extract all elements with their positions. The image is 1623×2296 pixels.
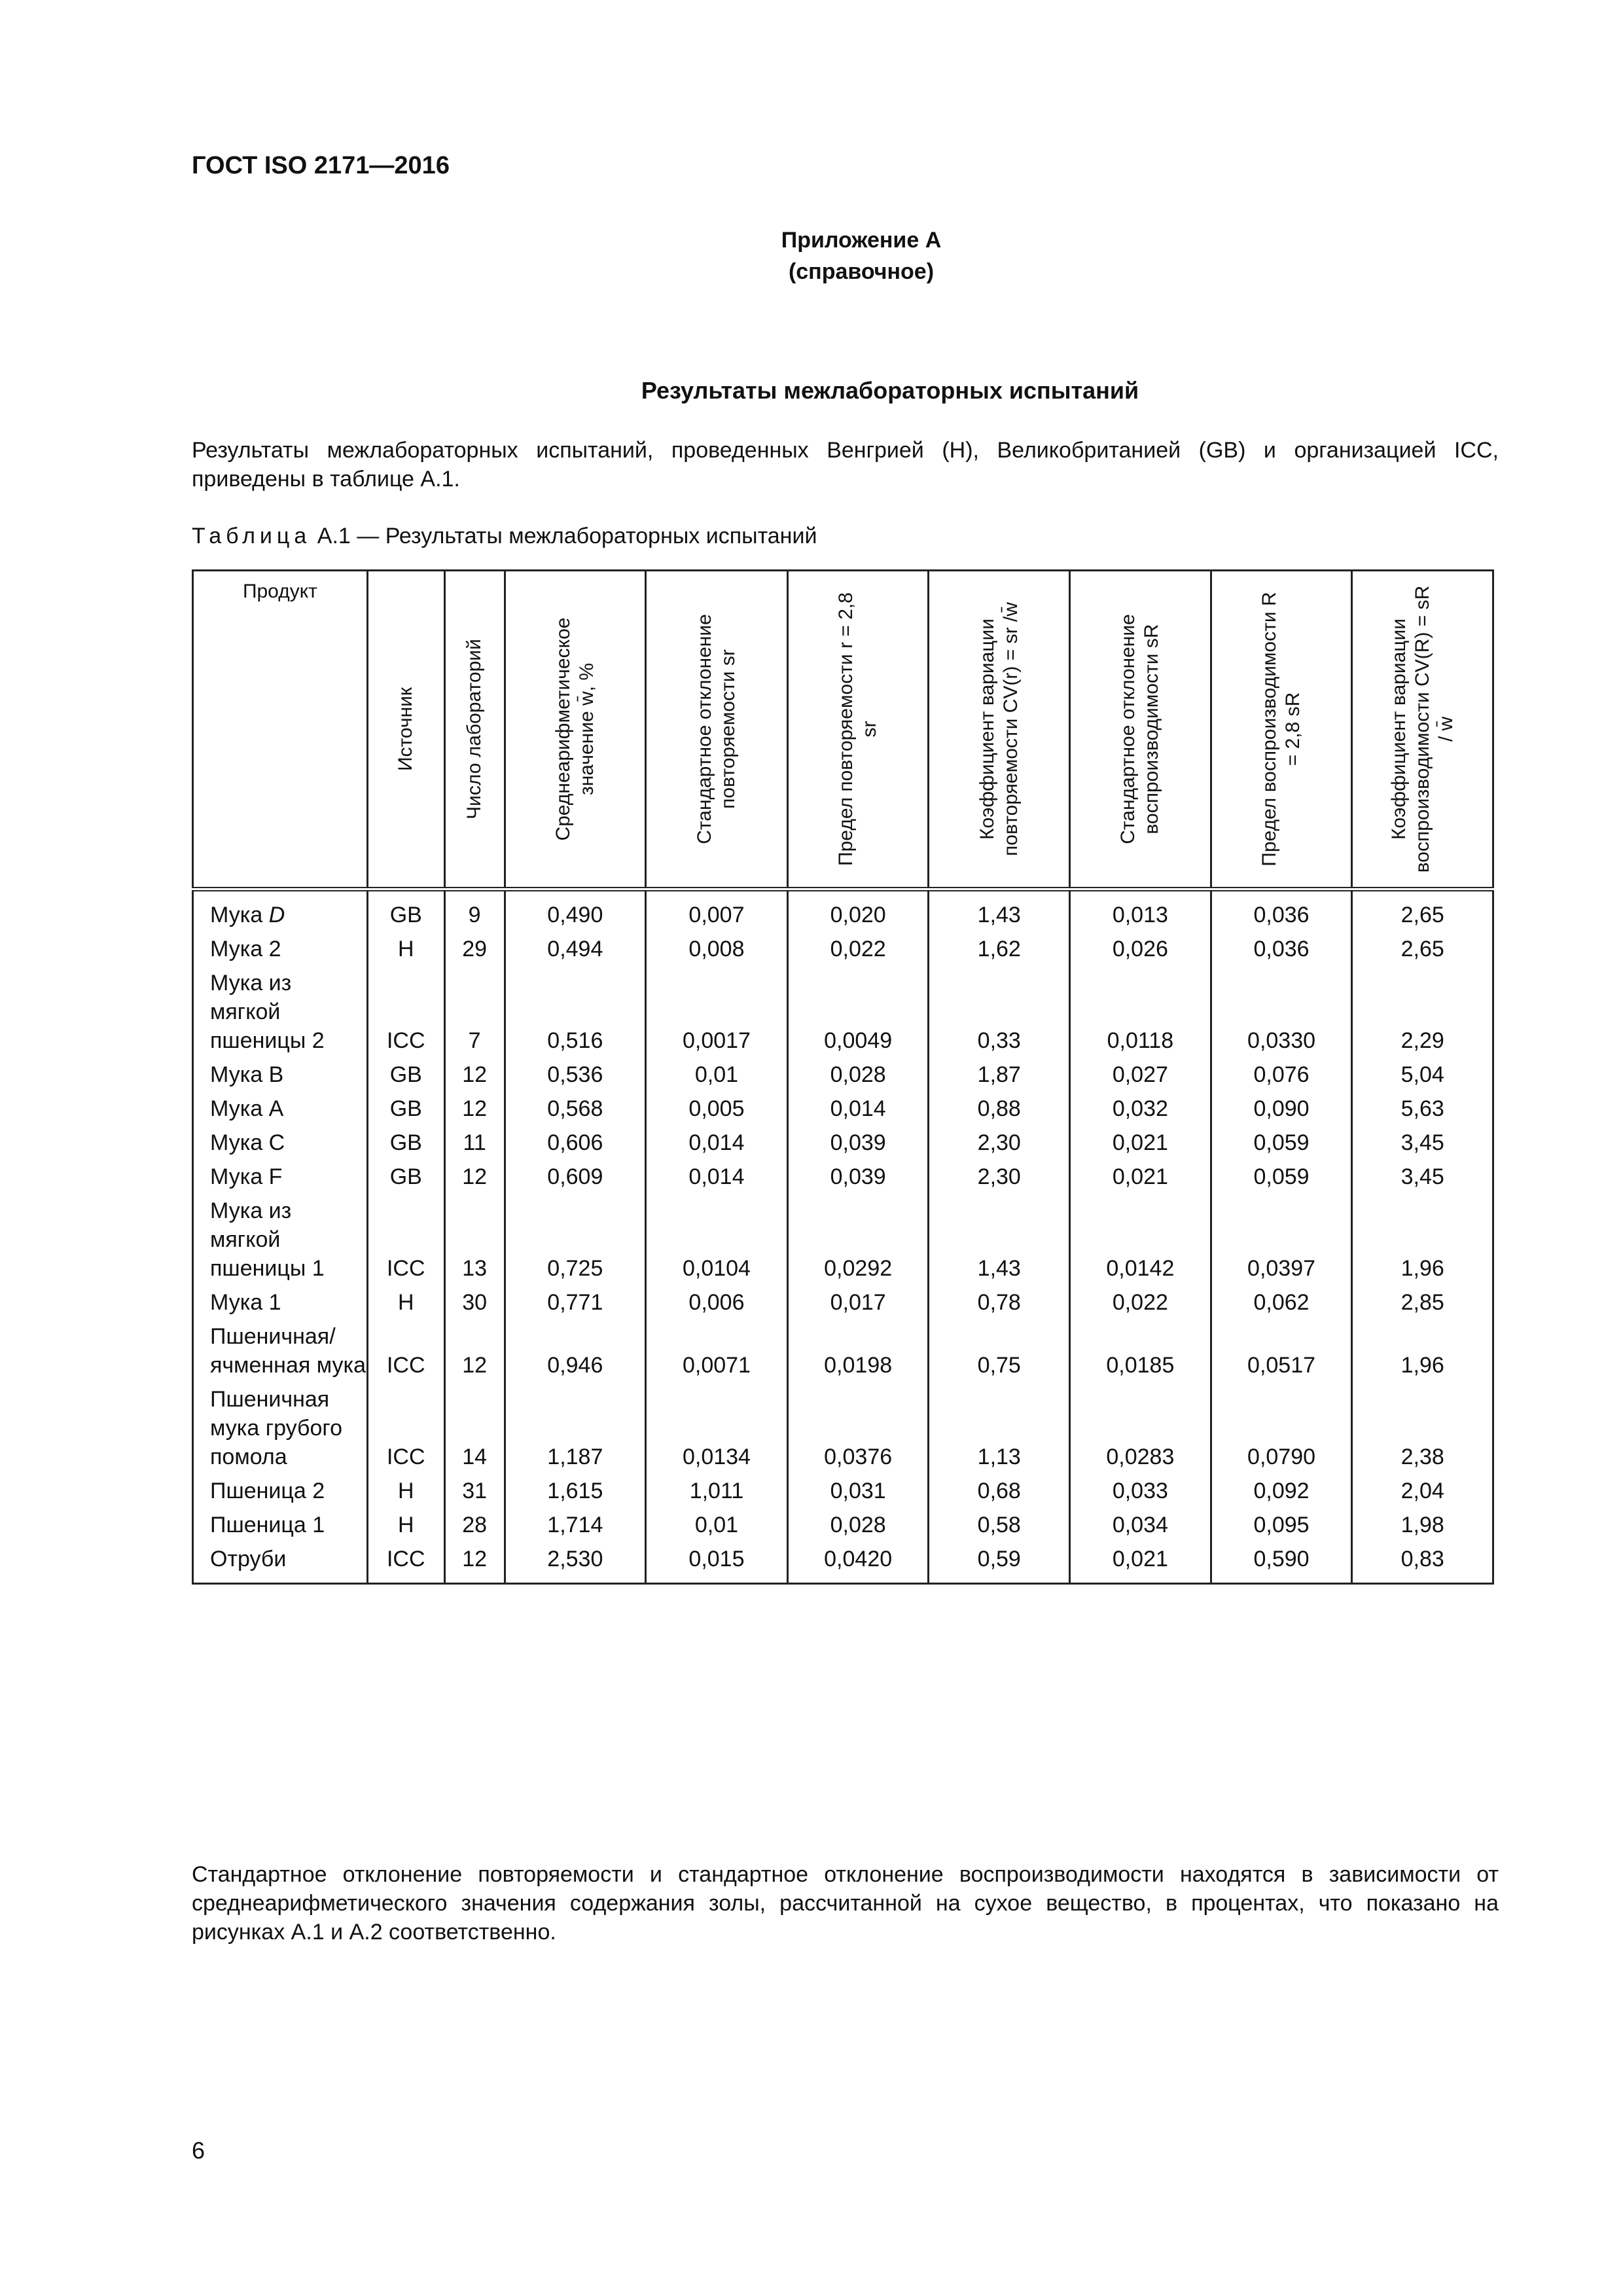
- table-cell: H: [367, 935, 444, 969]
- table-cell: 0,0071: [646, 1322, 788, 1385]
- table-cell: 5,63: [1352, 1094, 1493, 1128]
- column-header-label: Коэффициент вариации воспроизводимости CV(R) = sR / w̄: [1387, 585, 1457, 873]
- table-cell: 0,946: [505, 1322, 646, 1385]
- column-header-5: [787, 571, 929, 889]
- table-row: [193, 1060, 1493, 1094]
- table-cell: 0,092: [1211, 1477, 1352, 1511]
- product-cell: Пшеничная мука грубого помола: [193, 1385, 368, 1477]
- product-cell: Мука F: [193, 1162, 368, 1196]
- table-cell: 13: [444, 1196, 505, 1288]
- product-cell: Пшеница 1: [193, 1511, 368, 1545]
- table-cell: 0,062: [1211, 1288, 1352, 1322]
- table-cell: 0,028: [787, 1060, 929, 1094]
- table-cell: 0,021: [1070, 1545, 1211, 1584]
- table-cell: 0,0420: [787, 1545, 929, 1584]
- column-header-label: Предел повторяемости r = 2,8 sr: [835, 592, 881, 866]
- table-caption-number: А.1: [317, 524, 351, 548]
- table-cell: 31: [444, 1477, 505, 1511]
- table-row: [193, 1477, 1493, 1511]
- table-cell: H: [367, 1477, 444, 1511]
- table-cell: 0,034: [1070, 1511, 1211, 1545]
- column-header-label: Источник: [395, 687, 417, 772]
- table-cell: 0,076: [1211, 1060, 1352, 1094]
- table-cell: 0,88: [929, 1094, 1070, 1128]
- table-cell: H: [367, 1511, 444, 1545]
- table-cell: 0,059: [1211, 1128, 1352, 1162]
- table-cell: 0,0017: [646, 969, 788, 1060]
- product-cell: Мука 1: [193, 1288, 368, 1322]
- table-cell: 1,13: [929, 1385, 1070, 1477]
- table-cell: 12: [444, 1094, 505, 1128]
- table-body: [193, 889, 1493, 1584]
- table-cell: 0,014: [646, 1128, 788, 1162]
- product-cell: Мука C: [193, 1128, 368, 1162]
- table-caption-text: — Результаты межлабораторных испытаний: [350, 524, 817, 548]
- table-cell: 0,0134: [646, 1385, 788, 1477]
- table-cell: 12: [444, 1545, 505, 1584]
- table-cell: 0,027: [1070, 1060, 1211, 1094]
- product-cell: Отруби: [193, 1545, 368, 1584]
- column-header-6: [929, 571, 1070, 889]
- table-cell: GB: [367, 1162, 444, 1196]
- table-caption-prefix: Таблица: [192, 524, 312, 548]
- table-cell: 2,04: [1352, 1477, 1493, 1511]
- table-cell: 0,01: [646, 1511, 788, 1545]
- table-cell: 0,59: [929, 1545, 1070, 1584]
- table-cell: ICC: [367, 1545, 444, 1584]
- column-header-label: Предел воспроизводимости R = 2,8 sR: [1258, 592, 1304, 867]
- column-header-0: [193, 571, 368, 889]
- table-cell: 0,005: [646, 1094, 788, 1128]
- table-cell: 5,04: [1352, 1060, 1493, 1094]
- table-row: [193, 1322, 1493, 1385]
- standard-id: ГОСТ ISO 2171—2016: [192, 152, 450, 179]
- table-cell: 0,036: [1211, 935, 1352, 969]
- table-cell: 0,0198: [787, 1322, 929, 1385]
- table-cell: 0,013: [1070, 889, 1211, 935]
- table-row: [193, 1094, 1493, 1128]
- table-cell: 0,026: [1070, 935, 1211, 969]
- table-cell: 0,568: [505, 1094, 646, 1128]
- table-cell: 0,494: [505, 935, 646, 969]
- table-cell: 14: [444, 1385, 505, 1477]
- column-header-label: Стандартное отклонение повторяемости sr: [693, 614, 739, 844]
- product-cell: Мука из мягкой пшеницы 1: [193, 1196, 368, 1288]
- table-cell: 0,0118: [1070, 969, 1211, 1060]
- table-cell: 0,095: [1211, 1511, 1352, 1545]
- table-cell: 2,530: [505, 1545, 646, 1584]
- table-cell: 1,615: [505, 1477, 646, 1511]
- column-header-3: [505, 571, 646, 889]
- table-cell: 1,187: [505, 1385, 646, 1477]
- table-row: [193, 1545, 1493, 1584]
- table-row: [193, 935, 1493, 969]
- column-header-label: Стандартное отклонение воспроизводимости sR: [1117, 614, 1163, 844]
- table-cell: 0,022: [787, 935, 929, 969]
- table-cell: 0,021: [1070, 1128, 1211, 1162]
- table-cell: 0,028: [787, 1511, 929, 1545]
- table-cell: 3,45: [1352, 1162, 1493, 1196]
- table-cell: 0,83: [1352, 1545, 1493, 1584]
- table-cell: 0,036: [1211, 889, 1352, 935]
- table-cell: 9: [444, 889, 505, 935]
- table-cell: 0,0142: [1070, 1196, 1211, 1288]
- annex-title: Приложение А: [781, 228, 942, 253]
- table-cell: 2,38: [1352, 1385, 1493, 1477]
- table-cell: 30: [444, 1288, 505, 1322]
- table-cell: 0,032: [1070, 1094, 1211, 1128]
- table-row: [193, 1288, 1493, 1322]
- table-cell: 0,78: [929, 1288, 1070, 1322]
- table-cell: 0,008: [646, 935, 788, 969]
- table-cell: 0,609: [505, 1162, 646, 1196]
- table-cell: ICC: [367, 1196, 444, 1288]
- table-cell: 29: [444, 935, 505, 969]
- table-cell: 0,014: [646, 1162, 788, 1196]
- table-cell: 2,29: [1352, 969, 1493, 1060]
- table-cell: 0,0185: [1070, 1322, 1211, 1385]
- table-row: [193, 889, 1493, 935]
- table-cell: 0,590: [1211, 1545, 1352, 1584]
- product-cell: Мука из мягкой пшеницы 2: [193, 969, 368, 1060]
- table-cell: 12: [444, 1060, 505, 1094]
- table-cell: 0,020: [787, 889, 929, 935]
- column-header-8: [1211, 571, 1352, 889]
- table-cell: 0,0397: [1211, 1196, 1352, 1288]
- page-number: 6: [192, 2137, 205, 2164]
- table-cell: 0,033: [1070, 1477, 1211, 1511]
- table-cell: 7: [444, 969, 505, 1060]
- column-header-label: Коэффициент вариации повторяемости CV(r) = sr /w̄: [976, 602, 1022, 856]
- intro-paragraph: Результаты межлабораторных испытаний, проведенных Венгрией (H), Великобританией (GB) и организацией ICC, приведены в таблице А.1.: [192, 438, 1499, 492]
- table-cell: 3,45: [1352, 1128, 1493, 1162]
- table-cell: 0,0376: [787, 1385, 929, 1477]
- column-header-7: [1070, 571, 1211, 889]
- table-cell: 1,43: [929, 1196, 1070, 1288]
- table-cell: 11: [444, 1128, 505, 1162]
- table-cell: 1,96: [1352, 1196, 1493, 1288]
- table-cell: GB: [367, 1060, 444, 1094]
- table-row: [193, 1196, 1493, 1288]
- table-cell: 0,059: [1211, 1162, 1352, 1196]
- table-cell: 12: [444, 1162, 505, 1196]
- table-cell: 0,090: [1211, 1094, 1352, 1128]
- table-cell: 0,006: [646, 1288, 788, 1322]
- table-cell: 2,65: [1352, 889, 1493, 935]
- column-header-label: Продукт: [242, 581, 317, 602]
- table-cell: 0,017: [787, 1288, 929, 1322]
- column-header-9: [1352, 571, 1493, 889]
- product-cell: Пшеничная/ ячменная мука: [193, 1322, 368, 1385]
- product-letter: D: [268, 903, 285, 927]
- table-cell: ICC: [367, 1385, 444, 1477]
- table-cell: 0,490: [505, 889, 646, 935]
- table-cell: 1,62: [929, 935, 1070, 969]
- column-header-4: [646, 571, 788, 889]
- table-cell: 0,0330: [1211, 969, 1352, 1060]
- table-cell: 0,031: [787, 1477, 929, 1511]
- table-cell: H: [367, 1288, 444, 1322]
- table-cell: 1,87: [929, 1060, 1070, 1094]
- table-cell: 0,536: [505, 1060, 646, 1094]
- table-row: [193, 1128, 1493, 1162]
- table-row: [193, 1511, 1493, 1545]
- table-cell: 0,0283: [1070, 1385, 1211, 1477]
- table-cell: 0,01: [646, 1060, 788, 1094]
- table-cell: 0,33: [929, 969, 1070, 1060]
- section-title: Результаты межлабораторных испытаний: [641, 377, 1139, 404]
- table-cell: 1,011: [646, 1477, 788, 1511]
- table-cell: 0,0292: [787, 1196, 929, 1288]
- table-cell: 0,039: [787, 1162, 929, 1196]
- table-cell: 12: [444, 1322, 505, 1385]
- table-cell: 0,0790: [1211, 1385, 1352, 1477]
- table-cell: 1,43: [929, 889, 1070, 935]
- table-cell: 0,007: [646, 889, 788, 935]
- column-header-label: Среднеарифметическое значение w̄, %: [552, 617, 597, 841]
- table-cell: ICC: [367, 1322, 444, 1385]
- product-cell: Мука B: [193, 1060, 368, 1094]
- table-cell: 2,30: [929, 1128, 1070, 1162]
- table-cell: 0,0049: [787, 969, 929, 1060]
- table-cell: 1,714: [505, 1511, 646, 1545]
- table-cell: 0,022: [1070, 1288, 1211, 1322]
- table-cell: GB: [367, 1094, 444, 1128]
- product-cell: Пшеница 2: [193, 1477, 368, 1511]
- table-cell: 0,606: [505, 1128, 646, 1162]
- table-cell: 0,015: [646, 1545, 788, 1584]
- table-row: [193, 1385, 1493, 1477]
- table-cell: 0,771: [505, 1288, 646, 1322]
- table-cell: 2,85: [1352, 1288, 1493, 1322]
- table-cell: 0,0517: [1211, 1322, 1352, 1385]
- table-cell: ICC: [367, 969, 444, 1060]
- table-row: [193, 1162, 1493, 1196]
- table-cell: 2,30: [929, 1162, 1070, 1196]
- column-header-label: Число лабораторий: [463, 639, 486, 819]
- product-cell: Мука A: [193, 1094, 368, 1128]
- table-cell: 0,516: [505, 969, 646, 1060]
- table-cell: 1,98: [1352, 1511, 1493, 1545]
- table-cell: 28: [444, 1511, 505, 1545]
- closing-paragraph: Стандартное отклонение повторяемости и стандартное отклонение воспроизводимости находятся в зависимости от среднеарифметического значения содержания золы, рассчитанной на сухое вещество, в процентах, что показано на рисунках А.1 и А.2 соответственно.: [192, 1862, 1499, 1945]
- table-cell: 0,68: [929, 1477, 1070, 1511]
- results-table: [192, 569, 1494, 1585]
- table-cell: 0,014: [787, 1094, 929, 1128]
- table-cell: GB: [367, 889, 444, 935]
- table-cell: 0,0104: [646, 1196, 788, 1288]
- product-cell: Мука 2: [193, 935, 368, 969]
- table-cell: 0,039: [787, 1128, 929, 1162]
- table-cell: 0,58: [929, 1511, 1070, 1545]
- table-cell: 0,021: [1070, 1162, 1211, 1196]
- table-header: [193, 571, 1493, 889]
- column-header-2: [444, 571, 505, 889]
- table-caption: [192, 524, 817, 549]
- annex-type: (справочное): [788, 259, 935, 284]
- table-cell: 1,96: [1352, 1322, 1493, 1385]
- column-header-1: [367, 571, 444, 889]
- table-cell: 0,725: [505, 1196, 646, 1288]
- table-cell: 2,65: [1352, 935, 1493, 969]
- table-row: [193, 969, 1493, 1060]
- product-cell: Мука D: [193, 889, 368, 935]
- table-cell: 0,75: [929, 1322, 1070, 1385]
- table-cell: GB: [367, 1128, 444, 1162]
